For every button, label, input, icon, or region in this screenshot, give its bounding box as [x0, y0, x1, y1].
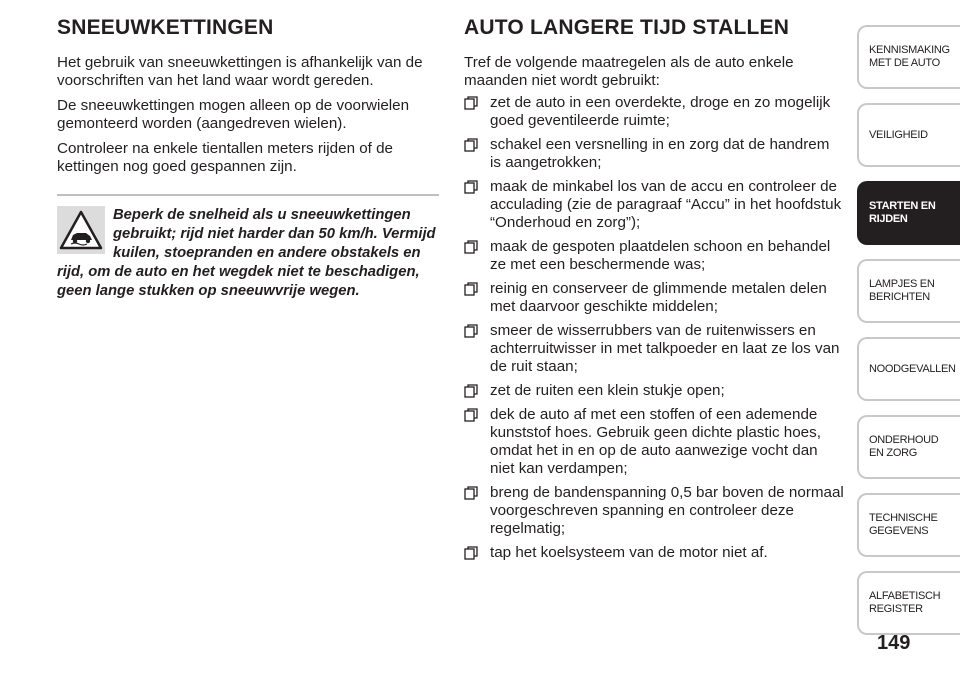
list-item-text: schakel een versnelling in en zorg dat de handrem is aangetrokken; [490, 136, 830, 171]
checkbox-bullet-icon [464, 138, 479, 152]
checkbox-bullet-icon [464, 282, 479, 296]
warning-box [57, 206, 439, 301]
chapter-tabs [857, 0, 960, 678]
list-item-text: maak de minkabel los van de accu en controleer de acculading (zie de paragraaf “Accu” in het hoofdstuk “Onderhoud en zorg”); [490, 178, 842, 231]
chapter-tab-label: NOODGEVALLEN [869, 362, 956, 375]
section-title-snow-chains: SNEEUWKETTINGEN [57, 16, 274, 39]
checkbox-bullet-icon [464, 546, 479, 560]
list-item-text: tap het koelsysteem van de motor niet af. [490, 544, 768, 561]
chapter-tab[interactable] [857, 181, 960, 245]
chapter-tab-label: STARTEN EN RIJDEN [869, 200, 936, 225]
list-item-text: maak de gespoten plaatdelen schoon en behandel ze met een beschermende was; [490, 238, 831, 273]
checkbox-bullet-icon [464, 486, 479, 500]
checkbox-bullet-icon [464, 96, 479, 110]
list-item-text: zet de auto in een overdekte, droge en zo mogelijk goed geventileerde ruimte; [490, 94, 831, 129]
list-item [464, 406, 844, 478]
chapter-tab[interactable] [857, 337, 960, 401]
list-item [464, 544, 844, 562]
list-item [464, 280, 844, 316]
checkbox-bullet-icon [464, 408, 479, 422]
list-item [464, 94, 844, 130]
chapter-tab[interactable] [857, 259, 960, 323]
list-item-text: smeer de wisserrubbers van de ruitenwissers en achterruitwisser in met talkpoeder en laat ze los van de ruit staan; [490, 322, 840, 375]
chapter-tab-label: ALFABETISCH REGISTER [869, 590, 941, 615]
intro-paragraph: Tref de volgende maatregelen als de auto enkele maanden niet wordt gebruikt: [464, 54, 794, 89]
chapter-tab[interactable] [857, 571, 960, 635]
checkbox-bullet-icon [464, 384, 479, 398]
list-item [464, 484, 844, 538]
list-item-text: breng de bandenspanning 0,5 bar boven de normaal voorgeschreven spanning en controleer deze regelmatig; [490, 484, 844, 537]
paragraph: De sneeuwkettingen mogen alleen op de voorwielen gemonteerd worden (aangedreven wielen). [57, 97, 410, 132]
right-column [464, 16, 844, 568]
section-title-long-storage: AUTO LANGERE TIJD STALLEN [464, 16, 790, 39]
storage-checklist [464, 94, 844, 562]
chapter-tab[interactable] [857, 25, 960, 89]
chapter-tab-label: TECHNISCHE GEGEVENS [869, 512, 938, 537]
chapter-tab-label: VEILIGHEID [869, 128, 928, 141]
checkbox-bullet-icon [464, 180, 479, 194]
list-item [464, 136, 844, 172]
paragraph: Controleer na enkele tientallen meters rijden of de kettingen nog goed gespannen zijn. [57, 140, 394, 175]
chapter-tab[interactable] [857, 103, 960, 167]
chapter-tab[interactable] [857, 415, 960, 479]
warning-text: Beperk de snelheid als u sneeuwkettingen gebruikt; rijd niet harder dan 50 km/h. Vermijd kuilen, stoepranden en andere obstakels en rijd, om de auto en het wegdek niet te beschadigen, geen lange stukken op sneeuwvrije wegen. [57, 207, 436, 299]
checkbox-bullet-icon [464, 324, 479, 338]
list-item-text: dek de auto af met een stoffen of een ademende kunststof hoes. Gebruik geen dichte plastic hoes, omdat het in en op de auto aanwezige vocht dan niet kan verdampen; [490, 406, 821, 477]
list-item [464, 178, 844, 232]
list-item [464, 382, 844, 400]
chapter-tab-label: KENNISMAKING MET DE AUTO [869, 44, 950, 69]
list-item-text: zet de ruiten een klein stukje open; [490, 382, 725, 399]
checkbox-bullet-icon [464, 240, 479, 254]
divider [57, 194, 439, 196]
paragraph: Het gebruik van sneeuwkettingen is afhankelijk van de voorschriften van het land waar wordt gereden. [57, 54, 423, 89]
list-item [464, 238, 844, 274]
list-item [464, 322, 844, 376]
car-skidding-warning-icon [57, 206, 105, 254]
chapter-tab[interactable] [857, 493, 960, 557]
chapter-tab-label: LAMPJES EN BERICHTEN [869, 278, 935, 303]
left-column [57, 16, 439, 183]
list-item-text: reinig en conserveer de glimmende metalen delen met daarvoor geschikte middelen; [490, 280, 827, 315]
chapter-tab-label: ONDERHOUD EN ZORG [869, 434, 939, 459]
page-number: 149 [877, 632, 911, 654]
